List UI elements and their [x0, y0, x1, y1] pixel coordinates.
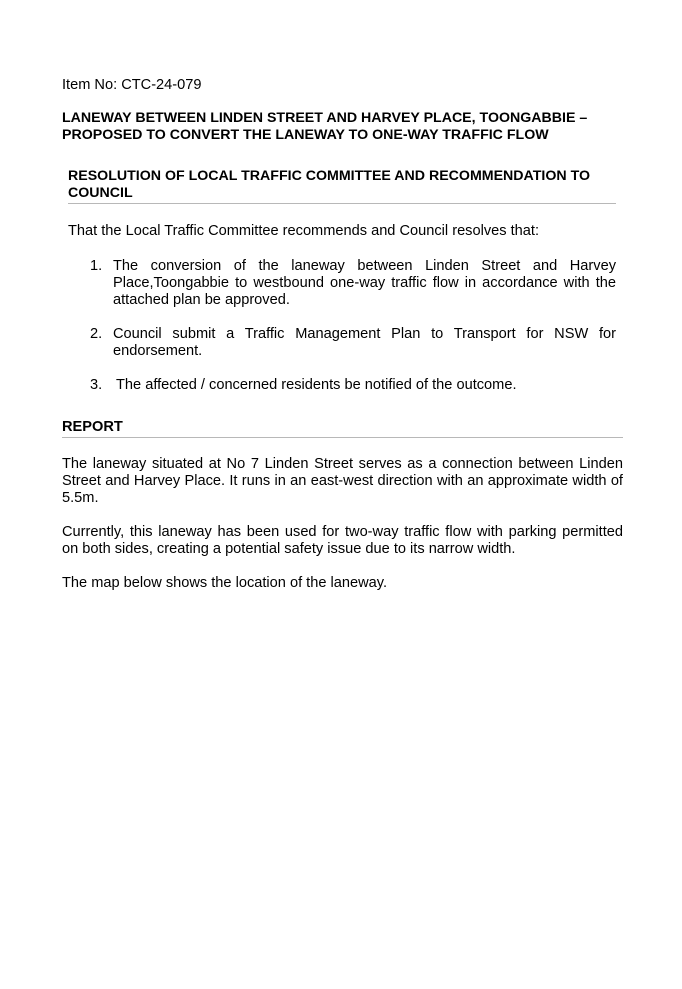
resolution-item-text: The conversion of the laneway between Linden Street and Harvey Place,Toongabbie to westbound one-way traffic flow in accordance with the attached plan be approved. [113, 258, 616, 308]
resolution-intro: That the Local Traffic Committee recommends and Council resolves that: [68, 223, 539, 239]
resolution-item [68, 377, 616, 394]
resolution-item [68, 258, 616, 309]
resolution-item [68, 326, 616, 360]
resolution-item-number: 1. [90, 258, 103, 274]
report-paragraph: The laneway situated at No 7 Linden Street serves as a connection between Linden Street and Harvey Place. It runs in an east-west direction with an approximate width of 5.5m. [62, 456, 623, 506]
report-paragraph: The map below shows the location of the laneway. [62, 575, 388, 591]
report-heading: REPORT [62, 419, 623, 438]
resolution-item-text: Council submit a Traffic Management Plan to Transport for NSW for endorsement. [113, 326, 616, 359]
resolution-item-text: The affected / concerned residents be notified of the outcome. [116, 377, 517, 393]
resolution-list [68, 258, 616, 394]
item-number: Item No: CTC-24-079 [62, 77, 202, 93]
resolution-section [68, 168, 616, 411]
page-title: LANEWAY BETWEEN LINDEN STREET AND HARVEY PLACE, TOONGABBIE – PROPOSED TO CONVERT THE LANEWAY TO ONE-WAY TRAFFIC FLOW [62, 110, 588, 143]
report-body [62, 456, 623, 609]
report-paragraph: Currently, this laneway has been used for two-way traffic flow with parking permitted on both sides, creating a potential safety issue due to its narrow width. [62, 524, 623, 557]
resolution-item-number: 3. [90, 377, 103, 393]
resolution-heading: RESOLUTION OF LOCAL TRAFFIC COMMITTEE AND RECOMMENDATION TO COUNCIL [68, 168, 616, 204]
resolution-item-number: 2. [90, 326, 103, 342]
